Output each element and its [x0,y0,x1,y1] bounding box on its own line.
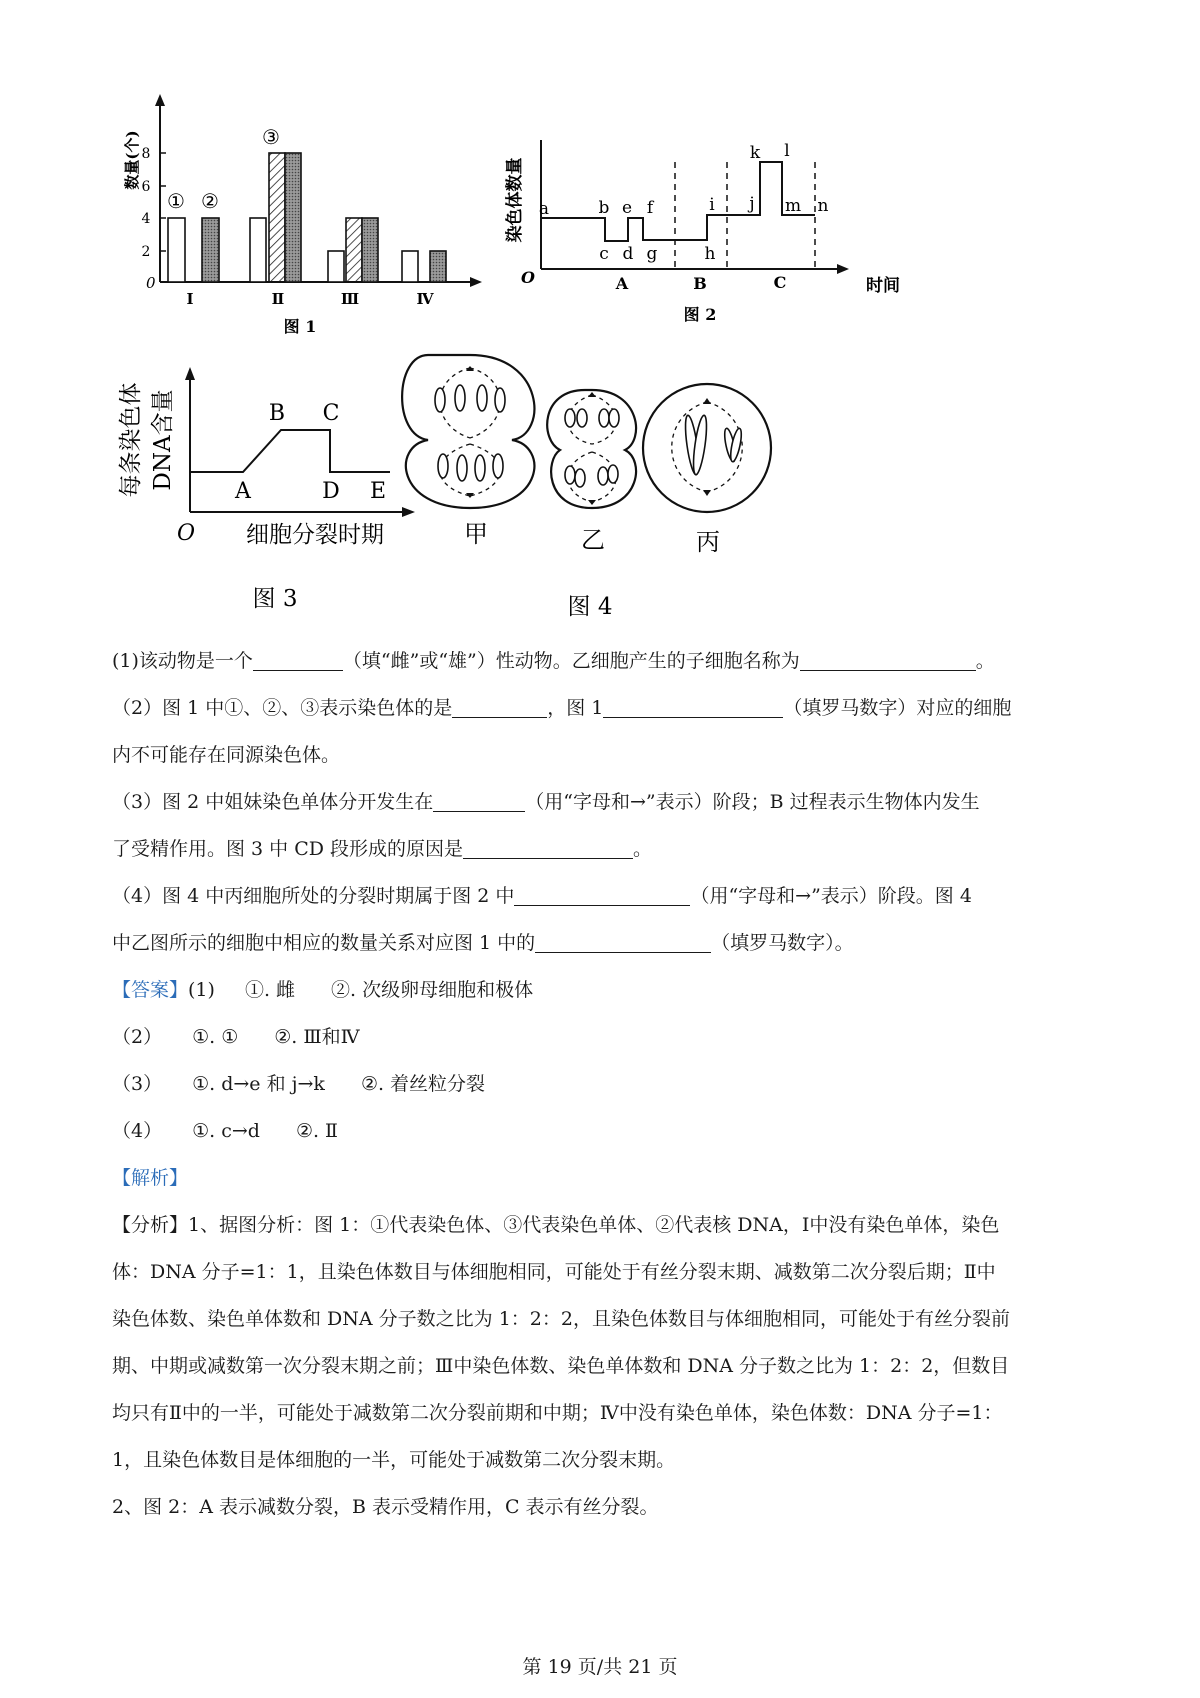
fig2-point-label: d [622,244,634,264]
bar-group4-dna [430,251,446,282]
fig1-ytick: 8 [141,146,151,162]
fig2-phase-label: C [773,273,787,292]
answer-4-line [112,1108,1102,1155]
fig2-point-label: c [599,244,609,264]
answer-part: ②. Ⅱ [295,1120,338,1142]
bar-group3-chromosome [328,251,344,282]
fig3-ylabel-line2: DNA含量 [150,389,176,491]
analysis-line: 均只有Ⅱ中的一半，可能处于减数第二次分裂前期和中期；Ⅳ中没有染色单体，染色体数：DNA 分子=1： [112,1402,1003,1424]
figure-4-cell-diagrams [402,355,771,620]
figure-1-bar-chart [123,94,482,336]
fig1-ylabel: 数量(个) [123,130,141,190]
fig2-phase-label: A [615,274,629,293]
analysis-line: 2、图 2：A 表示减数分裂，B 表示受精作用，C 表示有丝分裂。 [112,1496,659,1518]
bar-group2-chromatid [269,153,285,282]
fig1-group-label: Ⅲ [340,290,360,308]
figure-3-line-chart [118,367,415,612]
fig2-point-label: j [749,194,755,214]
fig2-point-label: l [784,141,790,161]
analysis-line: 1，且染色体数目是体细胞的一半，可能处于减数第二次分裂末期。 [112,1449,676,1471]
analysis-tag: 【解析】 [112,1167,189,1189]
fig4-cell-label-yi: 乙 [581,526,605,554]
q3-blank-1 [433,789,525,812]
q1-blank-2 [800,648,976,671]
answer-3-line [112,1061,1102,1108]
question-2-line-cont [112,732,1102,779]
answer-part: ①. c→d [192,1120,260,1142]
cell-bing [643,384,771,512]
analysis-line: 【分析】1、据图分析：图 1：①代表染色体、③代表染色单体、②代表核 DNA，Ⅰ中没有染色单体，染色 [112,1214,1000,1236]
fig2-point-label: k [749,143,761,163]
fig3-dna-content-line [190,430,390,472]
q3-text: （用“字母和→”表示）阶段；B 过程表示生物体内发生 [525,791,980,813]
q2-blank-1 [452,695,547,718]
fig2-point-label: n [817,196,829,216]
fig3-origin: O [176,521,196,546]
q4-text: （用“字母和→”表示）阶段。图 4 [690,885,972,907]
fig1-marker-2: ② [201,189,219,213]
figures-area [0,0,1200,640]
q1-text: (1)该动物是一个 [112,650,253,672]
q2-text: 内不可能存在同源染色体。 [112,744,341,766]
answer-part: ②. 次级卵母细胞和极体 [331,979,534,1001]
fig2-chromosome-count-line [538,162,815,241]
fig1-ytick: 6 [141,179,151,195]
bar-group3-dna [362,218,378,282]
q1-text: 。 [975,650,995,672]
analysis-line: 染色体数、染色单体数和 DNA 分子数之比为 1：2：2，且染色体数目与体细胞相同，可能处于有丝分裂前 [112,1308,1010,1330]
question-text-block [112,638,1102,1531]
q4-blank-1 [514,883,690,906]
q2-text: （2）图 1 中①、②、③表示染色体的是 [112,697,453,719]
fig1-ytick: 4 [141,211,151,227]
question-1-line [112,638,1102,685]
fig2-phase-label: B [693,274,707,293]
answer-number: （3） [112,1073,163,1095]
figure-2-line-chart [504,140,900,324]
q3-text: （3）图 2 中姐妹染色单体分开发生在 [112,791,434,813]
fig2-point-label: e [621,198,633,218]
answer-2-line [112,1014,1102,1061]
question-3-line-cont [112,826,1102,873]
question-3-line [112,779,1102,826]
fig1-group-label: Ⅳ [416,290,434,308]
q1-text: （填“雌”或“雄”）性动物。乙细胞产生的子细胞名称为 [342,650,800,672]
bar-group2-chromosome [250,218,266,282]
q2-blank-2 [603,695,783,718]
page-footer: 第 19 页/共 21 页 [522,1656,678,1678]
q1-blank-1 [253,648,343,671]
answer-tag: 【答案】 [112,979,189,1001]
fig1-group-label: Ⅰ [186,290,194,308]
fig2-origin: O [521,268,535,287]
fig3-point-label: E [369,479,387,504]
fig2-point-label: g [646,244,658,264]
answer-part: ①. 雌 [244,979,296,1001]
cell-yi [547,390,636,508]
bar-group1-dna [202,218,219,282]
fig2-point-label: m [784,196,802,216]
fig3-point-label: B [268,401,286,426]
answer-part: ②. Ⅲ和Ⅳ [274,1026,360,1048]
fig2-ylabel: 染色体数量 [505,157,525,243]
bar-group4-chromosome [402,251,418,282]
cell-jia [402,355,534,508]
q3-text: 。 [633,838,653,860]
fig2-point-label: i [709,195,715,215]
fig3-xlabel: 细胞分裂时期 [246,522,384,548]
fig4-cell-label-jia: 甲 [464,520,488,548]
answer-number: (1) [188,979,215,1001]
bar-group3-chromatid [346,218,362,282]
answer-number: （2） [112,1026,163,1048]
fig2-caption: 图 2 [683,305,717,324]
fig1-marker-3: ③ [262,125,280,149]
answer-number: （4） [112,1120,163,1142]
answer-1-line [112,967,1102,1014]
analysis-tag-line [112,1155,1102,1202]
fig4-cell-label-bing: 丙 [696,528,720,556]
q4-text: （填罗马数字）。 [711,932,854,954]
q4-blank-2 [535,930,711,953]
bar-group2-dna [285,153,301,282]
question-4-line [112,873,1102,920]
question-2-line [112,685,1102,732]
answer-part: ①. d→e 和 j→k [192,1073,325,1095]
q4-text: （4）图 4 中丙细胞所处的分裂时期属于图 2 中 [112,885,515,907]
fig1-origin: 0 [146,274,156,292]
question-4-line-cont [112,920,1102,967]
q3-text: 了受精作用。图 3 中 CD 段形成的原因是 [112,838,464,860]
fig4-caption: 图 4 [567,594,613,620]
answer-part: ①. ① [192,1026,239,1048]
fig1-ytick: 2 [141,244,151,260]
q3-blank-2 [463,836,633,859]
q2-text: ，图 1 [547,697,604,719]
fig3-point-label: C [322,401,340,426]
fig2-xlabel: 时间 [866,276,900,296]
fig2-point-label: f [646,198,654,218]
q4-text: 中乙图所示的细胞中相应的数量关系对应图 1 中的 [112,932,536,954]
fig1-group-label: Ⅱ [271,290,285,308]
fig1-marker-1: ① [167,189,185,213]
fig3-ylabel-line1: 每条染色体 [118,382,144,498]
fig3-point-label: D [322,479,340,504]
fig3-caption: 图 3 [252,586,298,612]
q2-text: （填罗马数字）对应的细胞 [783,697,1012,719]
fig2-point-label: b [598,198,610,218]
analysis-line: 体：DNA 分子=1：1，且染色体数目与体细胞相同，可能处于有丝分裂末期、减数第二次分裂后期；Ⅱ中 [112,1261,996,1283]
bar-group1-chromosome [168,218,185,282]
fig3-point-label: A [235,479,251,504]
analysis-line: 期、中期或减数第一次分裂末期之前；Ⅲ中染色体数、染色单体数和 DNA 分子数之比为 1：2：2，但数目 [112,1355,1010,1377]
fig1-caption: 图 1 [283,317,317,336]
answer-part: ②. 着丝粒分裂 [360,1073,486,1095]
fig2-point-label: h [704,244,716,264]
fig2-point-label: a [538,199,550,219]
